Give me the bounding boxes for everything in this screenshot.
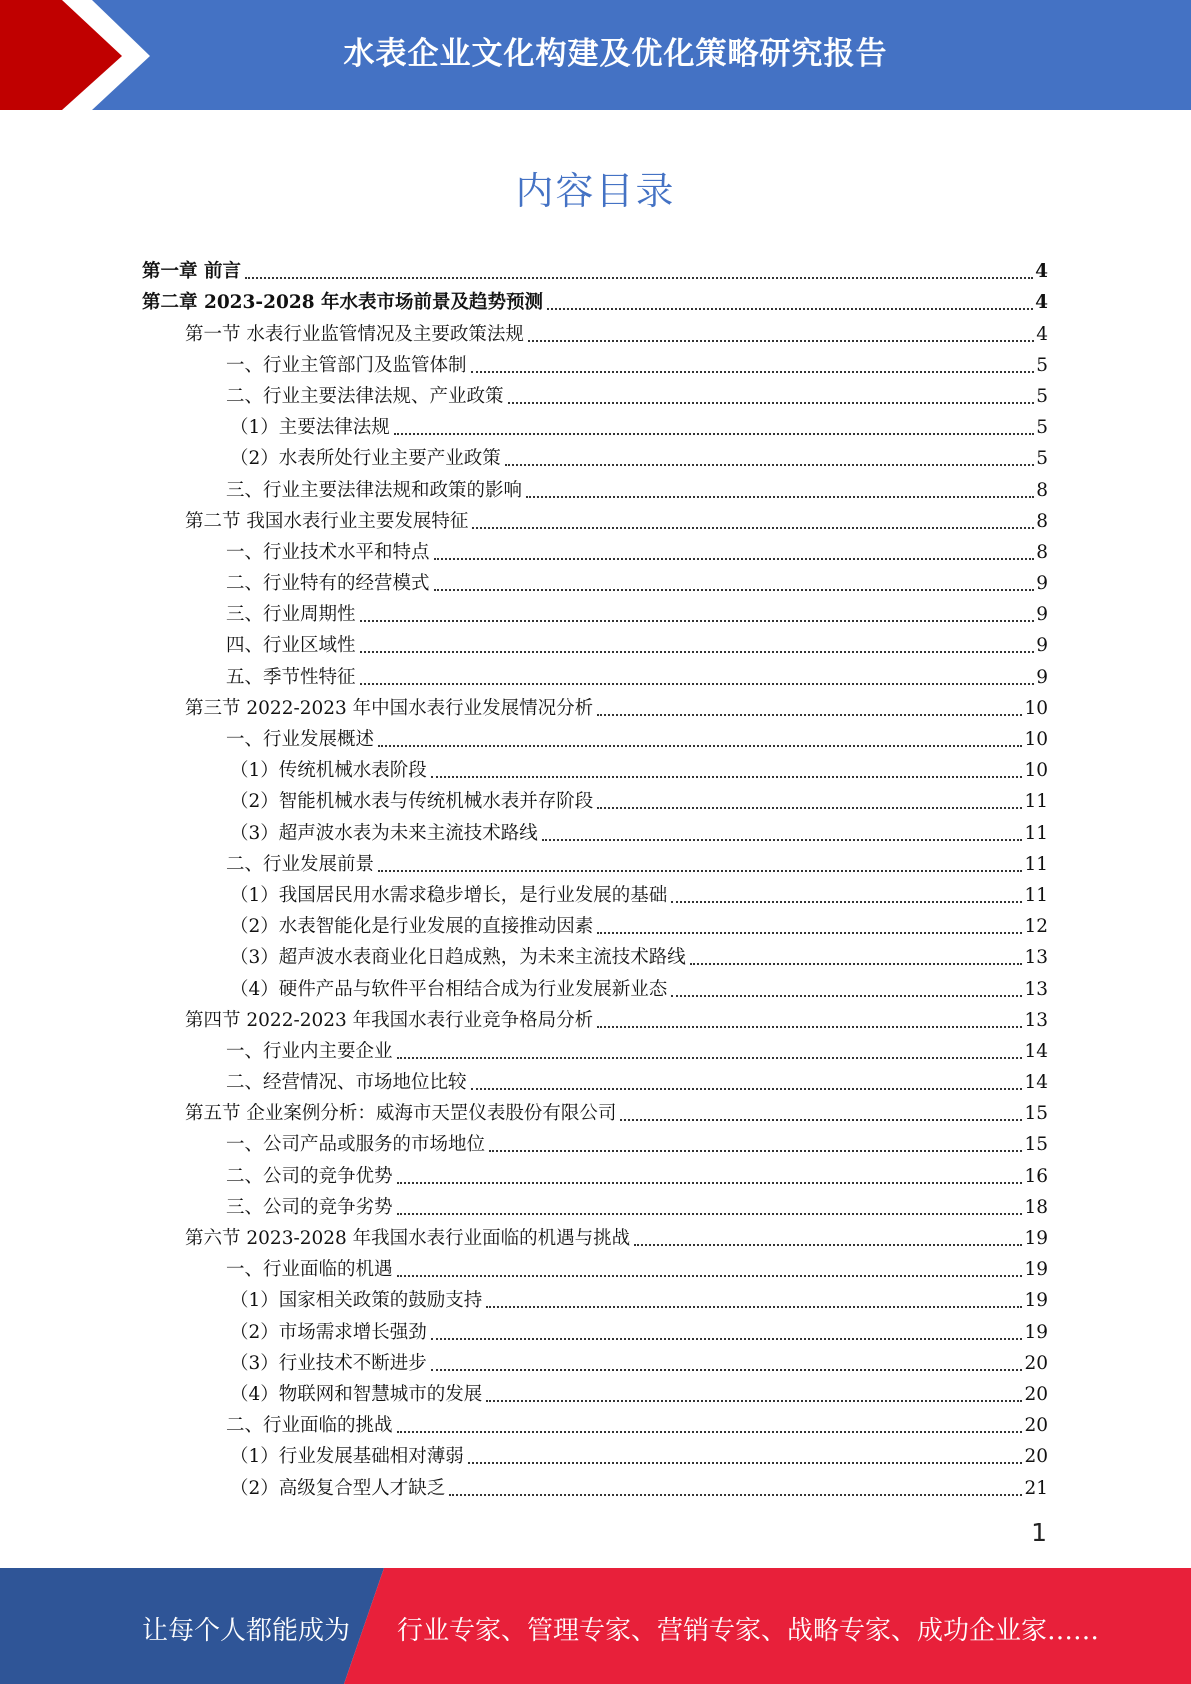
- toc-entry-page: 5: [1036, 417, 1048, 439]
- toc-entry[interactable]: [142, 1157, 1048, 1188]
- toc-entry-label: 二、行业特有的经营模式: [226, 573, 430, 595]
- toc-entry[interactable]: [142, 1064, 1048, 1095]
- toc-entry-label: （3）超声波水表为未来主流技术路线: [230, 822, 538, 844]
- toc-entry-page: 10: [1024, 697, 1048, 719]
- toc-entry-page: 9: [1036, 666, 1048, 688]
- toc-leader-dots: [528, 340, 1034, 342]
- toc-entry-label: 第六节 2023-2028 年我国水表行业面临的机遇与挑战: [185, 1228, 631, 1249]
- toc-leader-dots: [508, 402, 1035, 404]
- toc-entry-label: （3）行业技术不断进步: [230, 1352, 427, 1374]
- toc-entry[interactable]: [142, 284, 1048, 315]
- toc-entry[interactable]: [142, 846, 1048, 877]
- toc-entry-label: 一、行业发展概述: [226, 729, 375, 750]
- toc-leader-dots: [486, 1400, 1022, 1402]
- toc-leader-dots: [547, 308, 1033, 310]
- toc-entry-page: 5: [1036, 385, 1048, 407]
- toc-entry-label: （1）传统机械水表阶段: [230, 760, 427, 782]
- page-number: 1: [1031, 1518, 1047, 1547]
- toc-entry[interactable]: [142, 877, 1048, 908]
- toc-entry[interactable]: [142, 1251, 1048, 1282]
- toc-entry[interactable]: [142, 409, 1048, 440]
- toc-leader-dots: [397, 1431, 1023, 1433]
- toc-entry[interactable]: [142, 378, 1048, 409]
- toc-entry[interactable]: [142, 658, 1048, 689]
- toc-leader-dots: [634, 1244, 1022, 1246]
- toc-entry-page: 14: [1024, 1072, 1048, 1094]
- toc-entry[interactable]: [142, 534, 1048, 565]
- toc-entry[interactable]: [142, 440, 1048, 471]
- toc-entry-page: 13: [1024, 978, 1048, 1000]
- toc-entry-page: 15: [1024, 1134, 1048, 1156]
- table-of-contents: [142, 253, 1048, 1501]
- toc-entry[interactable]: [142, 1345, 1048, 1376]
- toc-leader-dots: [471, 1088, 1023, 1090]
- toc-leader-dots: [449, 1494, 1022, 1496]
- toc-entry[interactable]: [142, 690, 1048, 721]
- toc-entry[interactable]: [142, 752, 1048, 783]
- toc-entry-page: 4: [1036, 323, 1048, 345]
- toc-entry-label: （1）主要法律法规: [230, 417, 390, 439]
- toc-leader-dots: [671, 995, 1022, 997]
- toc-entry-label: （2）市场需求增长强劲: [230, 1321, 427, 1343]
- toc-leader-dots: [397, 1057, 1023, 1059]
- toc-entry-label: （2）智能机械水表与传统机械水表并存阶段: [230, 791, 594, 813]
- toc-entry-label: （1）行业发展基础相对薄弱: [230, 1446, 464, 1468]
- toc-leader-dots: [397, 1275, 1023, 1277]
- toc-entry-page: 9: [1036, 604, 1048, 626]
- toc-entry-label: 一、行业技术水平和特点: [226, 541, 430, 563]
- header-band: [0, 0, 1191, 110]
- toc-heading: 内容目录: [515, 169, 676, 213]
- toc-leader-dots: [378, 745, 1022, 747]
- toc-entry-label: （2）水表智能化是行业发展的直接推动因素: [230, 916, 594, 938]
- toc-entry[interactable]: [142, 1220, 1048, 1251]
- toc-entry-label: 五、季节性特征: [226, 666, 356, 688]
- toc-entry-page: 20: [1024, 1383, 1048, 1405]
- toc-entry-page: 20: [1024, 1352, 1048, 1374]
- toc-entry[interactable]: [142, 1282, 1048, 1313]
- toc-entry-page: 5: [1036, 448, 1048, 470]
- toc-entry[interactable]: [142, 315, 1048, 346]
- toc-entry[interactable]: [142, 596, 1048, 627]
- toc-entry-label: 第四节 2022-2023 年我国水表行业竞争格局分析: [185, 1009, 594, 1031]
- toc-leader-dots: [620, 1119, 1022, 1121]
- toc-entry[interactable]: [142, 1033, 1048, 1064]
- toc-entry-label: 二、行业面临的挑战: [226, 1415, 393, 1437]
- toc-entry-page: 8: [1036, 479, 1048, 501]
- toc-entry-label: 二、经营情况、市场地位比较: [226, 1072, 467, 1094]
- toc-entry-label: 一、行业内主要企业: [226, 1040, 393, 1062]
- toc-entry-label: 第二节 我国水表行业主要发展特征: [185, 510, 469, 532]
- toc-leader-dots: [394, 433, 1034, 435]
- toc-entry[interactable]: [142, 908, 1048, 939]
- toc-entry[interactable]: [142, 503, 1048, 534]
- toc-entry-label: 三、公司的竞争劣势: [226, 1196, 393, 1218]
- toc-leader-dots: [360, 651, 1035, 653]
- toc-entry-label: 四、行业区域性: [226, 635, 356, 657]
- toc-entry-page: 16: [1024, 1165, 1048, 1187]
- toc-leader-dots: [360, 683, 1035, 685]
- toc-entry-label: 一、行业面临的机遇: [226, 1259, 393, 1281]
- toc-leader-dots: [486, 1306, 1022, 1308]
- toc-entry[interactable]: [142, 1313, 1048, 1344]
- toc-leader-dots: [468, 1462, 1023, 1464]
- toc-entry-page: 19: [1024, 1228, 1048, 1249]
- toc-entry-label: 二、行业主要法律法规、产业政策: [226, 385, 504, 407]
- footer-slogan-right: 行业专家、管理专家、营销专家、战略专家、成功企业家……: [397, 1616, 1100, 1646]
- toc-entry[interactable]: [142, 627, 1048, 658]
- toc-entry[interactable]: [142, 1126, 1048, 1157]
- toc-leader-dots: [489, 1150, 1022, 1152]
- toc-entry-label: （4）硬件产品与软件平台相结合成为行业发展新业态: [230, 978, 668, 1000]
- toc-entry-label: 第二章 2023-2028 年水表市场前景及趋势预测: [142, 292, 544, 314]
- footer-band: [0, 1568, 1191, 1684]
- toc-leader-dots: [597, 807, 1022, 809]
- toc-leader-dots: [542, 839, 1023, 841]
- toc-leader-dots: [397, 1213, 1023, 1215]
- toc-entry-label: （1）我国居民用水需求稳步增长，是行业发展的基础: [230, 884, 668, 906]
- toc-entry-page: 15: [1024, 1103, 1048, 1125]
- toc-entry-label: （2）水表所处行业主要产业政策: [230, 448, 501, 470]
- toc-entry-page: 19: [1024, 1290, 1048, 1312]
- toc-entry[interactable]: [142, 814, 1048, 845]
- toc-entry[interactable]: [142, 565, 1048, 596]
- toc-entry-page: 11: [1024, 884, 1048, 906]
- toc-entry-label: 第三节 2022-2023 年中国水表行业发展情况分析: [185, 697, 594, 719]
- toc-entry-page: 19: [1024, 1259, 1048, 1281]
- toc-leader-dots: [671, 901, 1022, 903]
- toc-entry-label: 一、公司产品或服务的市场地位: [226, 1134, 486, 1156]
- toc-entry-page: 10: [1024, 760, 1048, 782]
- toc-entry-page: 10: [1024, 729, 1048, 750]
- toc-leader-dots: [526, 496, 1034, 498]
- toc-entry-label: 二、公司的竞争优势: [226, 1165, 393, 1187]
- report-title: 水表企业文化构建及优化策略研究报告: [343, 35, 888, 72]
- toc-entry-page: 11: [1024, 791, 1048, 813]
- toc-entry[interactable]: [142, 253, 1048, 284]
- toc-entry-label: 二、行业发展前景: [226, 853, 375, 875]
- toc-entry[interactable]: [142, 1469, 1048, 1500]
- toc-entry-page: 20: [1024, 1415, 1048, 1437]
- toc-entry[interactable]: [142, 783, 1048, 814]
- toc-entry[interactable]: [142, 1189, 1048, 1220]
- toc-entry-page: 4: [1035, 292, 1048, 314]
- toc-entry-page: 21: [1024, 1477, 1048, 1499]
- toc-leader-dots: [505, 464, 1034, 466]
- toc-leader-dots: [434, 558, 1035, 560]
- toc-entry[interactable]: [142, 471, 1048, 502]
- toc-leader-dots: [431, 1338, 1023, 1340]
- toc-entry-page: 19: [1024, 1321, 1048, 1343]
- toc-entry[interactable]: [142, 1095, 1048, 1126]
- toc-entry-label: 三、行业主要法律法规和政策的影响: [226, 479, 523, 501]
- footer-slogan-left: 让每个人都能成为: [142, 1616, 351, 1646]
- toc-leader-dots: [378, 870, 1022, 872]
- toc-leader-dots: [434, 589, 1035, 591]
- toc-leader-dots: [472, 527, 1034, 529]
- toc-entry-label: 第五节 企业案例分析：威海市天罡仪表股份有限公司: [185, 1103, 617, 1125]
- toc-leader-dots: [431, 1369, 1023, 1371]
- toc-entry[interactable]: [142, 1407, 1048, 1438]
- toc-entry[interactable]: [142, 1002, 1048, 1033]
- toc-leader-dots: [360, 620, 1035, 622]
- toc-entry[interactable]: [142, 970, 1048, 1001]
- toc-entry-page: 8: [1036, 510, 1048, 532]
- toc-leader-dots: [431, 776, 1023, 778]
- toc-entry-page: 18: [1024, 1196, 1048, 1218]
- toc-leader-dots: [597, 932, 1022, 934]
- toc-entry-label: （1）国家相关政策的鼓励支持: [230, 1290, 483, 1312]
- toc-entry-page: 8: [1036, 541, 1048, 563]
- toc-leader-dots: [690, 963, 1023, 965]
- toc-entry[interactable]: [142, 721, 1048, 752]
- toc-leader-dots: [597, 1026, 1022, 1028]
- toc-entry[interactable]: [142, 1376, 1048, 1407]
- toc-entry[interactable]: [142, 347, 1048, 378]
- toc-entry[interactable]: [142, 939, 1048, 970]
- toc-leader-dots: [245, 277, 1033, 279]
- toc-entry-label: 一、行业主管部门及监管体制: [226, 354, 467, 376]
- toc-entry-page: 14: [1024, 1040, 1048, 1062]
- toc-entry-label: 三、行业周期性: [226, 604, 356, 626]
- toc-entry-page: 5: [1036, 354, 1048, 376]
- toc-entry[interactable]: [142, 1438, 1048, 1469]
- toc-entry-label: （4）物联网和智慧城市的发展: [230, 1383, 483, 1405]
- toc-leader-dots: [397, 1182, 1023, 1184]
- toc-entry-label: 第一章 前言: [142, 261, 241, 283]
- toc-entry-page: 12: [1024, 916, 1048, 938]
- toc-entry-page: 9: [1036, 635, 1048, 657]
- toc-entry-page: 4: [1035, 261, 1048, 283]
- toc-entry-page: 11: [1024, 822, 1048, 844]
- toc-entry-page: 13: [1024, 1009, 1048, 1031]
- toc-entry-page: 13: [1024, 947, 1048, 969]
- toc-entry-page: 20: [1024, 1446, 1048, 1468]
- toc-leader-dots: [471, 371, 1035, 373]
- toc-entry-label: 第一节 水表行业监管情况及主要政策法规: [185, 323, 524, 345]
- toc-entry-page: 11: [1024, 853, 1048, 875]
- toc-entry-label: （2）高级复合型人才缺乏: [230, 1477, 446, 1499]
- toc-leader-dots: [597, 714, 1022, 716]
- toc-entry-page: 9: [1036, 573, 1048, 595]
- toc-entry-label: （3）超声波水表商业化日趋成熟，为未来主流技术路线: [230, 947, 686, 969]
